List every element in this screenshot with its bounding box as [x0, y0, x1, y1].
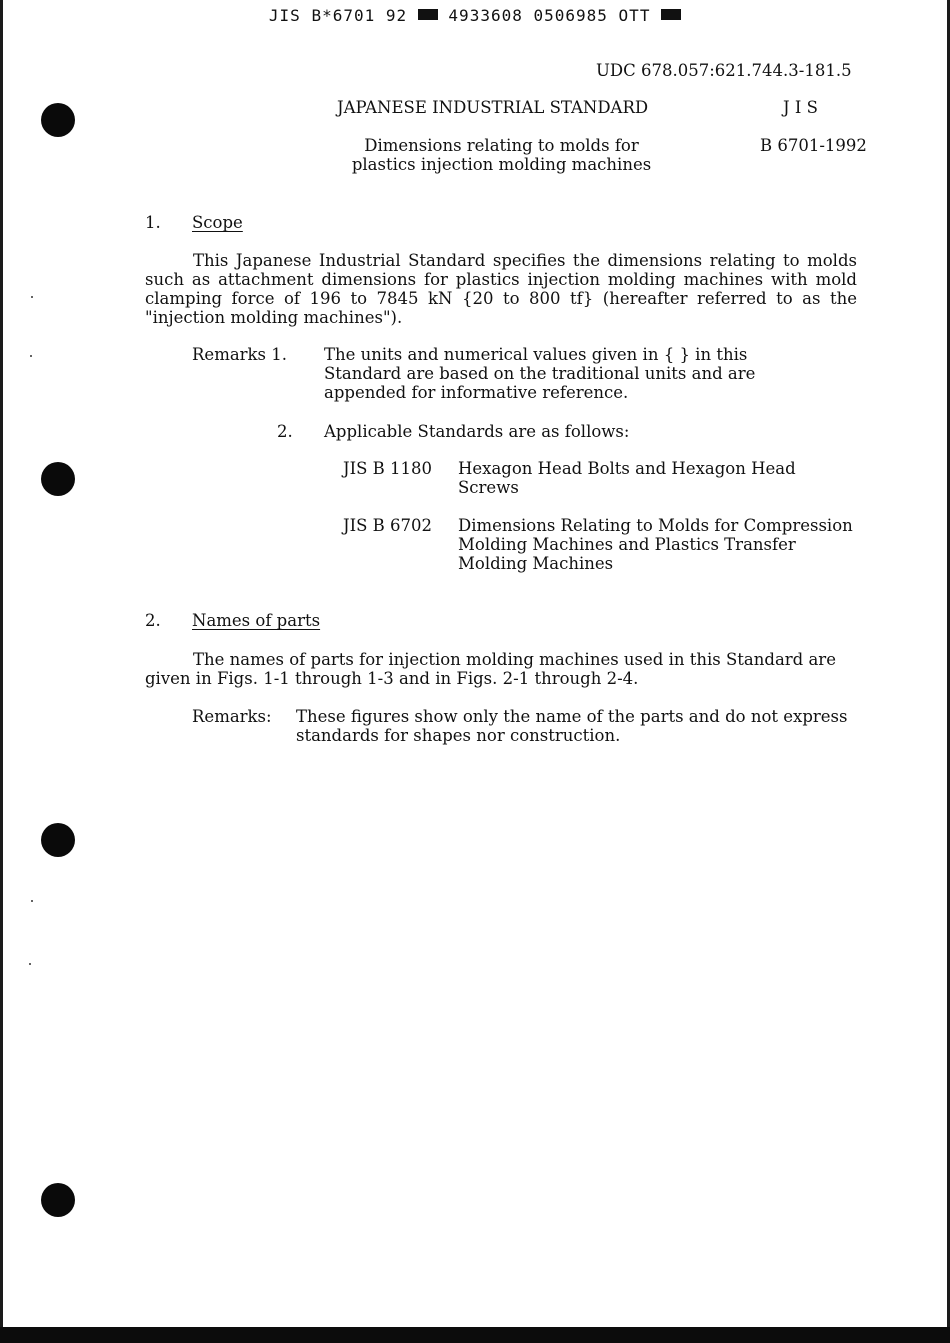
standard-title: JAPANESE INDUSTRIAL STANDARD	[337, 98, 649, 117]
section2-remark-text: These figures show only the name of the parts and do not express standards for shapes nor construction.	[296, 707, 848, 745]
ref-code: JIS B 6702	[343, 516, 433, 535]
scan-left-edge	[0, 0, 3, 1343]
section2-body: The names of parts for injection molding machines used in this Standard are given in Figs. 1-1 through 1-3 and in Figs. 2-1 through 2-4.	[145, 650, 836, 688]
section2-number: 2.	[145, 611, 161, 630]
punch-hole	[41, 103, 75, 137]
section1-heading: Scope	[192, 213, 243, 232]
scan-speck	[30, 355, 32, 357]
black-block-icon	[418, 9, 438, 20]
section2-remarks-label: Remarks:	[192, 707, 272, 726]
ref-code: JIS B 1180	[343, 459, 433, 478]
black-block-icon	[661, 9, 681, 20]
jis-mark: J I S	[783, 98, 818, 117]
header-code-tail: 4933608 0506985 OTT	[448, 6, 651, 25]
remark-1-text: The units and numerical values given in { } in this Standard are based on the traditional units and are appended for informative reference.	[324, 345, 756, 402]
doc-number: B 6701-1992	[760, 136, 867, 155]
ref-title: Dimensions Relating to Molds for Compression Molding Machines and Plastics Transfer Molding Machines	[458, 516, 853, 573]
section1-body: This Japanese Industrial Standard specifies the dimensions relating to molds such as attachment dimensions for plastics injection molding machines with mold clamping force of 196 to 7845 kN {20 to 800 tf} (hereafter referred to as the "injection molding machines").	[145, 251, 857, 327]
scan-speck	[31, 900, 33, 902]
doc-title-line2: plastics injection molding machines	[351, 155, 652, 174]
header-code-text: JIS B*6701 92	[268, 6, 408, 25]
ref-title: Hexagon Head Bolts and Hexagon Head Screws	[458, 459, 796, 497]
remark-2-number: 2.	[277, 422, 293, 441]
udc-code: UDC 678.057:621.744.3-181.5	[596, 61, 852, 80]
section1-number: 1.	[145, 213, 161, 232]
doc-title-line1: Dimensions relating to molds for	[364, 136, 639, 155]
punch-hole	[41, 823, 75, 857]
punch-hole	[41, 462, 75, 496]
header-code	[0, 6, 950, 25]
punch-hole	[41, 1183, 75, 1217]
scan-bottom-bar	[0, 1327, 950, 1343]
remarks-label: Remarks 1.	[192, 345, 288, 364]
remark-2-text: Applicable Standards are as follows:	[324, 422, 630, 441]
scan-speck	[29, 963, 31, 965]
scan-speck	[31, 296, 33, 298]
section2-heading: Names of parts	[192, 611, 321, 630]
